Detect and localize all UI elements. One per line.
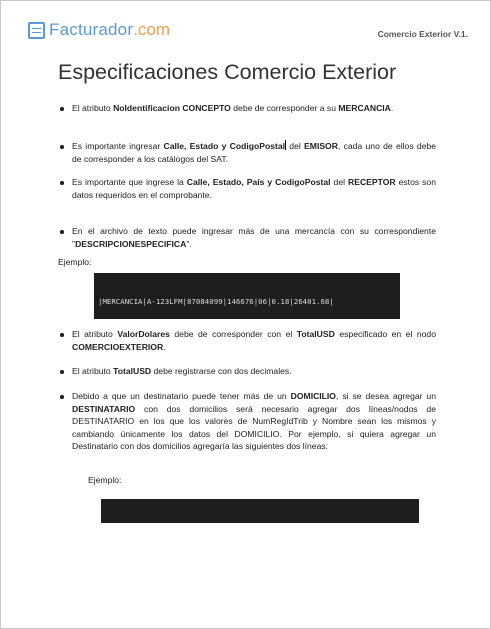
text-run: del (330, 177, 349, 187)
bold-text: MERCANCIA (338, 103, 391, 113)
bullet-item (72, 140, 436, 165)
bold-text: Calle, Estado, País y CodigoPostal (186, 177, 331, 187)
text-run: En el archivo de texto puede ingresar más de una mercancía con su correspondiente " (72, 226, 436, 249)
facturador-logo (28, 20, 170, 40)
text-run: Debido a que un destinatario puede tener más de un (72, 391, 291, 401)
text-run: especificado en el nodo (334, 329, 436, 339)
text-run: debe registrarse con dos decimales. (151, 366, 292, 376)
text-run: debe de corresponder con el (169, 329, 297, 339)
logo-name: Facturador (49, 20, 134, 39)
example-label: Ejemplo: (88, 475, 122, 485)
bullet-item (72, 328, 436, 353)
bold-text: EMISOR (304, 141, 338, 151)
text-run: El atributo (72, 366, 114, 376)
bold-text: ValorDolares (117, 329, 170, 339)
page-title: Especificaciones Comercio Exterior (58, 60, 397, 84)
text-run: . (390, 103, 394, 113)
invoice-icon (28, 22, 45, 39)
bullet-item (72, 365, 436, 378)
bullet-item (72, 176, 436, 201)
code-example-mercancia (94, 273, 400, 319)
text-run: El atributo (72, 103, 114, 113)
text-run: El atributo (72, 329, 118, 339)
text-run: debe de corresponder a su (230, 103, 339, 113)
bullet-item (72, 102, 436, 115)
text-run: , cada uno de ellos debe de corresponder a los catálogos del SAT. (72, 141, 437, 164)
bold-text: NoIdentificacion CONCEPTO (113, 103, 231, 113)
bullet-item (72, 390, 436, 453)
bold-text: DOMICILIO (290, 391, 336, 401)
logo-domain: .com (133, 20, 171, 39)
page-header (28, 20, 468, 44)
text-run: estos son datos requeridos en el comprobante. (72, 177, 436, 200)
bold-text: DESTINATARIO (72, 403, 136, 414)
text-run: con dos domicilios será necesario agregar dos líneas/nodos de DESTINATARIO en los que los valores de NumRegIdTrib y Nombre sean los mismos y cambiando únicamente los datos del DOMICILIO. Por ejemplo, si quiera agregar un Destinatario con dos domicilios agregaría las siguientes dos líneas: (72, 403, 436, 451)
text-run: del (286, 141, 305, 151)
bold-text: TotalUSD (113, 366, 152, 376)
code-example-destinatario (101, 499, 419, 523)
code-line: |MERCANCIA|A-123LFM|87084099|146676|06|0.18|26401.68| (98, 297, 334, 306)
bullet-item (72, 225, 436, 250)
bold-text: RECEPTOR (348, 177, 396, 187)
text-run: Es importante ingresar (72, 141, 164, 151)
document-version: Comercio Exterior V.1. (377, 29, 468, 39)
text-run: ". (186, 238, 192, 249)
bold-text: COMERCIOEXTERIOR (72, 341, 164, 352)
code-line (105, 522, 415, 523)
bold-text: DESCRIPCIONESPECIFICA (75, 238, 187, 249)
bold-text: TotalUSD (296, 329, 335, 339)
text-run: Es importante que ingrese la (72, 177, 187, 187)
bold-text: Calle, Estado y CodigoPostal (163, 141, 286, 151)
text-run: , si se desea agregar un (336, 391, 436, 401)
example-label: Ejemplo: (58, 257, 92, 267)
text-run: . (163, 341, 166, 352)
